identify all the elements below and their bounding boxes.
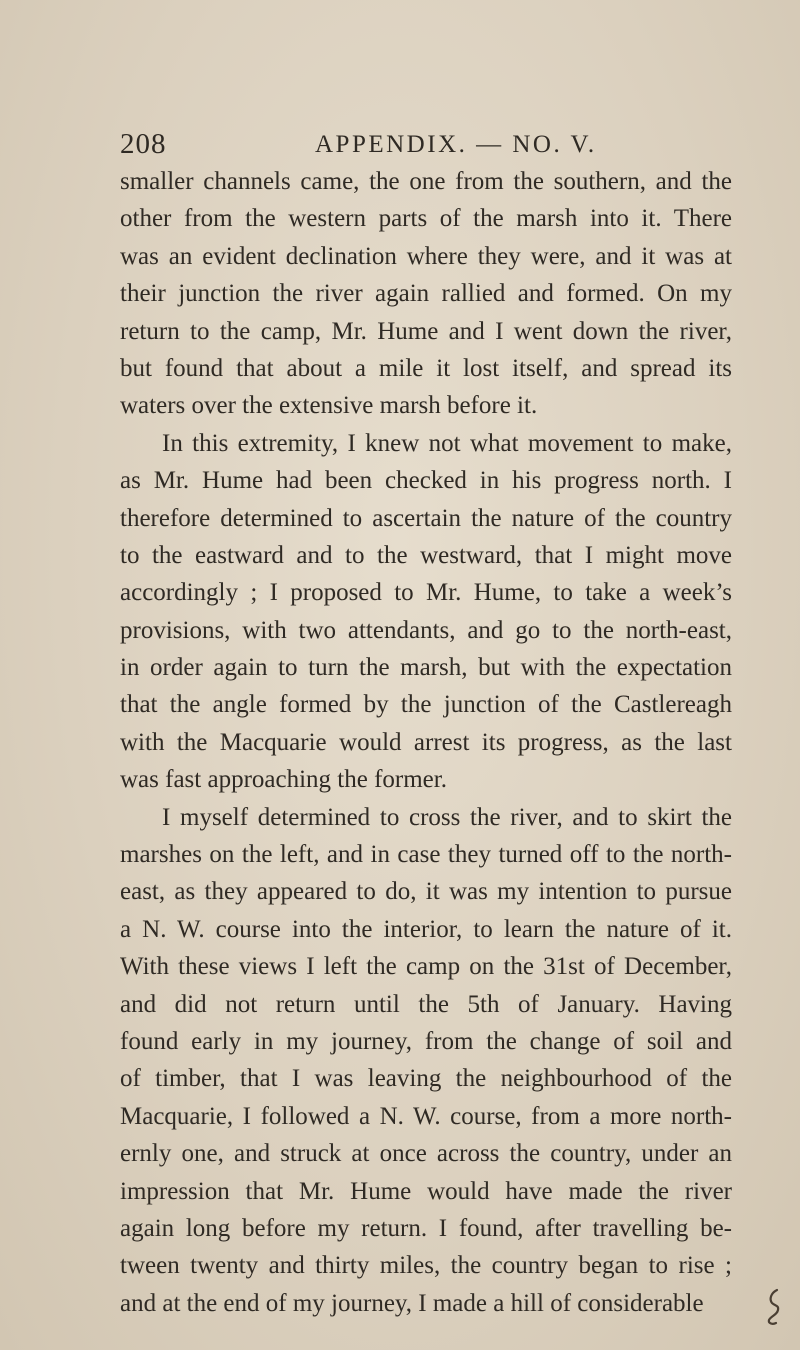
text-line: Macquarie, I followed a N. W. course, from a more north- xyxy=(120,1102,732,1130)
text-line: In this extremity, I knew not what movement to make, xyxy=(162,429,732,457)
text-line: and at the end of my journey, I made a hill of considerable xyxy=(120,1289,704,1317)
text-line: return to the camp, Mr. Hume and I went down the river, xyxy=(120,317,732,345)
text-line: that the angle formed by the junction of the Castlereagh xyxy=(120,691,732,719)
text-line: smaller channels came, the one from the southern, and the xyxy=(120,168,732,195)
running-title: APPENDIX. — NO. V. xyxy=(315,131,597,158)
text-line: as Mr. Hume had been checked in his progress north. I xyxy=(120,467,732,495)
text-line: with the Macquarie would arrest its progress, as the last xyxy=(120,728,732,756)
text-line: With these views I left the camp on the 31st of December, xyxy=(120,953,732,981)
page-number: 208 xyxy=(120,128,167,160)
text-line: tween twenty and thirty miles, the country began to rise ; xyxy=(120,1252,732,1280)
text-line: I myself determined to cross the river, and to skirt the xyxy=(162,803,732,831)
running-head xyxy=(120,128,740,168)
text-line: and did not return until the 5th of January. Having xyxy=(120,990,732,1018)
text-line: other from the western parts of the marsh into it. There xyxy=(120,205,732,233)
text-line: but found that about a mile it lost itself, and spread its xyxy=(120,354,732,382)
text-line: of timber, that I was leaving the neighbourhood of the xyxy=(120,1065,732,1093)
text-line: waters over the extensive marsh before it. xyxy=(120,392,538,420)
text-line: found early in my journey, from the change of soil and xyxy=(120,1027,732,1055)
text-line: therefore determined to ascertain the nature of the country xyxy=(120,504,732,532)
text-line: impression that Mr. Hume would have made the river xyxy=(120,1177,732,1205)
text-line: in order again to turn the marsh, but with the expectation xyxy=(120,654,732,682)
text-line: a N. W. course into the interior, to learn the nature of it. xyxy=(120,915,732,943)
text-line: accordingly ; I proposed to Mr. Hume, to take a week’s xyxy=(120,579,732,607)
text-line: was fast approaching the former. xyxy=(120,766,447,794)
text-line: to the eastward and to the westward, that I might move xyxy=(120,541,732,569)
text-line: marshes on the left, and in case they turned off to the north- xyxy=(120,841,732,869)
ink-mark xyxy=(763,1287,785,1327)
text-line: their junction the river again rallied and formed. On my xyxy=(120,280,732,308)
text-line: provisions, with two attendants, and go to the north-east, xyxy=(120,616,732,644)
text-line: was an evident declination where they were, and it was at xyxy=(120,242,732,270)
body-text xyxy=(120,163,732,1322)
text-line: again long before my return. I found, after travelling be- xyxy=(120,1214,732,1242)
text-line: east, as they appeared to do, it was my intention to pursue xyxy=(120,878,732,906)
text-line: ernly one, and struck at once across the country, under an xyxy=(120,1140,732,1168)
